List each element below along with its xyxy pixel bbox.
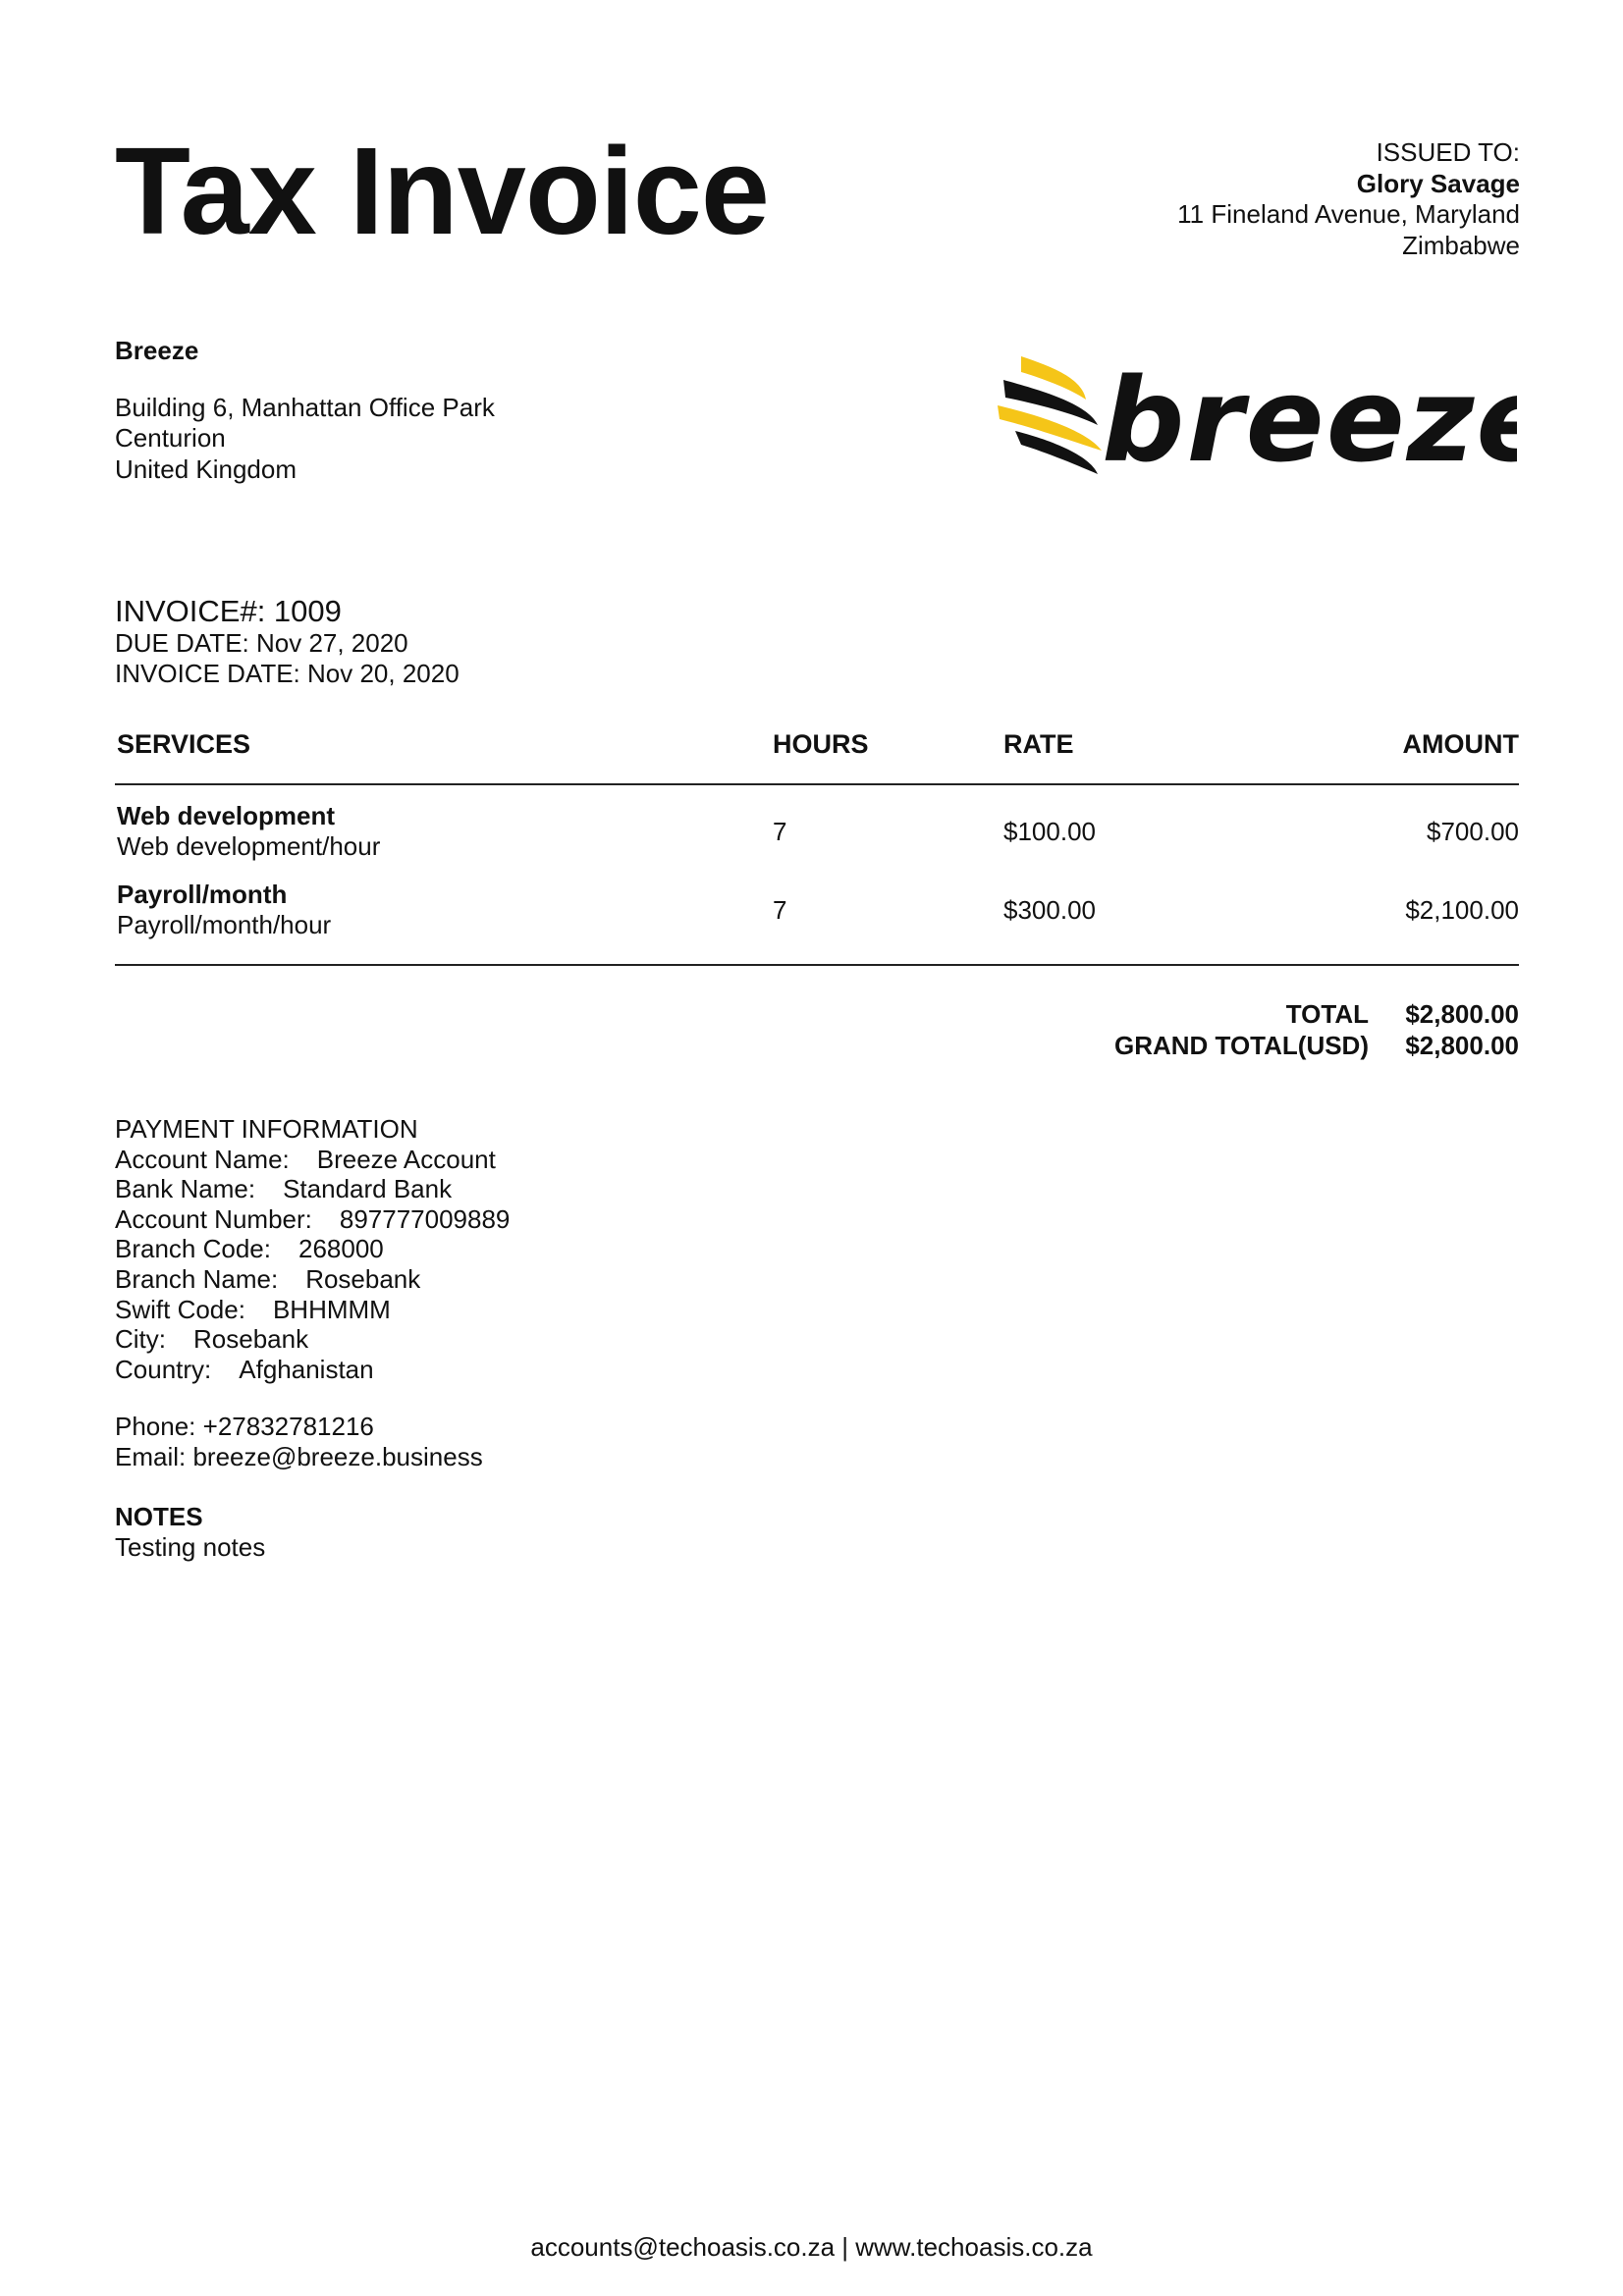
amount-cell: $700.00 bbox=[1427, 817, 1519, 846]
services-table bbox=[115, 726, 1519, 966]
amount-cell: $2,100.00 bbox=[1405, 895, 1519, 925]
payment-field bbox=[115, 1145, 510, 1175]
payment-field-label: Branch Name: bbox=[115, 1263, 279, 1294]
due-date: DUE DATE: Nov 27, 2020 bbox=[115, 628, 408, 658]
notes-heading: NOTES bbox=[115, 1502, 203, 1531]
payment-field-value: Rosebank bbox=[305, 1263, 421, 1294]
company-name: Breeze bbox=[115, 336, 199, 365]
service-name: Payroll/month bbox=[117, 880, 288, 909]
header-rate: RATE bbox=[1003, 729, 1074, 759]
client-address-line2: Zimbabwe bbox=[1402, 230, 1520, 260]
payment-field bbox=[115, 1264, 510, 1295]
grand-total-label: GRAND TOTAL(USD) bbox=[1113, 1031, 1369, 1060]
invoice-date: INVOICE DATE: Nov 20, 2020 bbox=[115, 659, 460, 688]
hours-cell: 7 bbox=[773, 817, 787, 846]
notes-text: Testing notes bbox=[115, 1532, 266, 1562]
payment-field-value: Breeze Account bbox=[316, 1144, 496, 1174]
payment-field-value: 897777009889 bbox=[339, 1203, 511, 1234]
table-header bbox=[115, 726, 1519, 785]
issued-to-block bbox=[1177, 137, 1520, 261]
phone-number: Phone: +27832781216 bbox=[115, 1412, 374, 1441]
payment-field-label: Account Number: bbox=[115, 1203, 312, 1234]
service-cell bbox=[117, 880, 331, 940]
payment-field bbox=[115, 1324, 510, 1355]
payment-field-label: Country: bbox=[115, 1354, 212, 1384]
payment-field bbox=[115, 1295, 510, 1325]
invoice-meta bbox=[115, 595, 460, 689]
payment-field-label: Swift Code: bbox=[115, 1294, 245, 1324]
header-services: SERVICES bbox=[117, 729, 251, 759]
client-address-line1: 11 Fineland Avenue, Maryland bbox=[1177, 199, 1520, 229]
payment-field-value: 268000 bbox=[298, 1234, 384, 1264]
payment-field bbox=[115, 1355, 510, 1385]
table-row bbox=[115, 880, 1519, 958]
payment-field-value: Afghanistan bbox=[239, 1354, 374, 1384]
payment-field bbox=[115, 1174, 510, 1204]
company-block bbox=[115, 336, 495, 485]
hours-cell: 7 bbox=[773, 895, 787, 925]
invoice-title: Tax Invoice bbox=[115, 122, 769, 260]
header-hours: HOURS bbox=[773, 729, 869, 759]
payment-field-value: Standard Bank bbox=[283, 1174, 453, 1204]
payment-field-label: Bank Name: bbox=[115, 1174, 256, 1204]
table-row bbox=[115, 801, 1519, 880]
email-address: Email: breeze@breeze.business bbox=[115, 1442, 483, 1471]
payment-field bbox=[115, 1204, 510, 1235]
service-description: Payroll/month/hour bbox=[117, 910, 332, 939]
totals-block bbox=[1114, 998, 1519, 1061]
header-amount: AMOUNT bbox=[1402, 729, 1519, 759]
rate-cell: $300.00 bbox=[1003, 895, 1096, 925]
payment-field bbox=[115, 1234, 510, 1264]
payment-field-label: Account Name: bbox=[115, 1144, 290, 1174]
client-name: Glory Savage bbox=[1356, 168, 1520, 198]
payment-field-label: City: bbox=[115, 1324, 166, 1355]
table-body bbox=[115, 785, 1519, 966]
grand-total-row bbox=[1114, 1030, 1519, 1061]
contact-block bbox=[115, 1412, 483, 1472]
footer-contact: accounts@techoasis.co.za | www.techoasis.co.za bbox=[530, 2232, 1093, 2262]
service-name: Web development bbox=[117, 801, 336, 830]
company-address-line1: Building 6, Manhattan Office Park bbox=[115, 392, 495, 422]
breeze-logo bbox=[992, 348, 1517, 481]
payment-heading: PAYMENT INFORMATION bbox=[115, 1114, 418, 1144]
service-cell bbox=[117, 801, 380, 862]
breeze-logo-graphic bbox=[992, 348, 1517, 481]
total-row bbox=[1114, 998, 1519, 1030]
payment-field-label: Branch Code: bbox=[115, 1234, 271, 1264]
company-address-line3: United Kingdom bbox=[115, 454, 297, 484]
issued-to-label: ISSUED TO: bbox=[1376, 137, 1520, 167]
logo-wordmark: breeze bbox=[1102, 352, 1517, 481]
notes-block bbox=[115, 1502, 265, 1563]
payment-field-value: Rosebank bbox=[193, 1324, 309, 1355]
service-description: Web development/hour bbox=[117, 831, 381, 861]
invoice-number: INVOICE#: 1009 bbox=[115, 594, 342, 628]
total-value: $2,800.00 bbox=[1405, 999, 1519, 1029]
rate-cell: $100.00 bbox=[1003, 817, 1096, 846]
payment-field-value: BHHMMM bbox=[272, 1294, 391, 1324]
payment-information bbox=[115, 1114, 510, 1384]
company-address-line2: Centurion bbox=[115, 423, 226, 453]
total-label: TOTAL bbox=[1285, 999, 1369, 1029]
grand-total-value: $2,800.00 bbox=[1405, 1031, 1519, 1060]
